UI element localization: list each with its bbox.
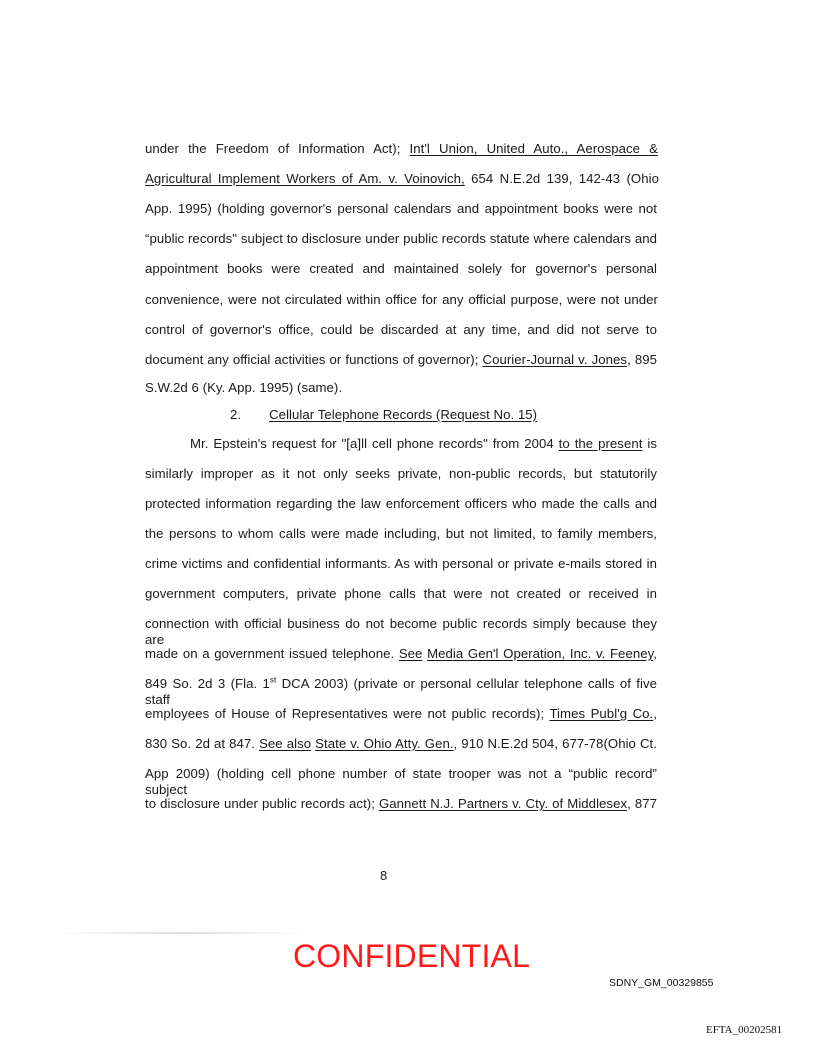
text-span: , (653, 646, 657, 661)
citation-text: State v. Ohio Atty. Gen. (315, 736, 454, 751)
text-span: Mr. Epstein's request for "[a]ll cell phone records" from 2004 (190, 436, 559, 451)
text-span: the persons to whom calls were made including, but not limited, to family members, (145, 526, 657, 541)
text-span: 830 So. 2d at 847. (145, 736, 260, 751)
text-span: DCA 2003) (private or personal cellular telephone calls of five staff (145, 676, 657, 707)
text-span: App 2009) (holding cell phone number of state trooper was not a “public record” subject (145, 766, 657, 797)
citation-text: to the present (558, 436, 643, 451)
page-number: 8 (380, 868, 388, 883)
text-span: appointment books were created and maintained solely for governor's personal (145, 261, 657, 276)
citation-text: Media Gen'l Operation, Inc. v. Feeney (427, 646, 654, 661)
text-span: , 895 (627, 352, 657, 367)
body-text-line (145, 706, 657, 722)
body-text-line (145, 556, 657, 572)
body-text-line (145, 676, 657, 708)
text-span: employees of House of Representatives were not public records); (145, 706, 550, 721)
body-text-line (145, 526, 657, 542)
text-span: made on a government issued telephone. (145, 646, 399, 661)
text-span: 2. (230, 407, 242, 422)
text-span: 849 So. 2d 3 (Fla. 1 (145, 676, 270, 691)
body-text-line (145, 766, 657, 798)
text-span: S.W.2d 6 (Ky. App. 1995) (same). (145, 380, 343, 395)
citation-text: Cellular Telephone Records (Request No. 15) (269, 407, 538, 422)
efta-number: EFTA_00202581 (706, 1024, 783, 1036)
body-text-line (145, 736, 657, 752)
bates-number: SDNY_GM_00329855 (609, 977, 714, 989)
citation-text: Gannett N.J. Partners v. Cty. of Middlesex (378, 796, 628, 811)
citation-text: See (398, 646, 423, 661)
body-text-line (145, 261, 657, 277)
text-span: to disclosure under public records act); (145, 796, 379, 811)
text-span: crime victims and confidential informants. As with personal or private e-mails stored in (145, 556, 657, 571)
text-span: 654 N.E.2d 139, 142-43 (Ohio (464, 171, 659, 186)
body-text-line (145, 352, 657, 368)
text-span: protected information regarding the law enforcement officers who made the calls and (145, 496, 657, 511)
text-span: under the Freedom of Information Act); (145, 141, 410, 156)
confidential-stamp: CONFIDENTIAL (293, 938, 531, 974)
text-span: is (642, 436, 657, 451)
citation-text: Int'l Union, United Auto., Aerospace & (409, 141, 658, 156)
section-heading (230, 407, 537, 423)
body-text-line (145, 292, 658, 308)
text-span: , 910 N.E.2d 504, 677-78(Ohio Ct. (453, 736, 657, 751)
text-span: control of governor's office, could be discarded at any time, and did not serve to (145, 322, 657, 337)
text-span: document any official activities or functions of governor); (145, 352, 483, 367)
text-span: , (653, 706, 657, 721)
body-text-line (145, 496, 657, 512)
citation-text: See also (259, 736, 312, 751)
body-text-line (145, 141, 658, 157)
body-text-line (145, 171, 659, 187)
body-text-line (145, 616, 657, 648)
text-span: government computers, private phone calls that were not created or received in (145, 586, 657, 601)
scan-artifact-line (58, 932, 308, 934)
text-span: convenience, were not circulated within office for any official purpose, were not under (145, 292, 658, 307)
body-text-line (145, 201, 657, 217)
citation-text: Courier-Journal v. Jones (482, 352, 628, 367)
body-text-line (145, 796, 657, 812)
body-text-line (145, 466, 657, 482)
text-span: “public records" subject to disclosure under public records statute where calendars and (145, 231, 657, 246)
body-text-line (145, 380, 342, 396)
text-span: similarly improper as it not only seeks private, non-public records, but statutorily (145, 466, 657, 481)
body-text-line (145, 231, 657, 247)
body-text-line (145, 322, 657, 338)
text-span: connection with official business do not become public records simply because they are (145, 616, 657, 647)
body-text-line (190, 436, 657, 452)
body-text-line (145, 586, 657, 602)
text-span: st (269, 675, 277, 685)
body-text-line (145, 646, 657, 662)
citation-text: Agricultural Implement Workers of Am. v. Voinovich, (145, 171, 465, 186)
text-span: , 877 (627, 796, 657, 811)
citation-text: Times Publ'g Co. (549, 706, 654, 721)
text-span: App. 1995) (holding governor's personal calendars and appointment books were not (145, 201, 657, 216)
